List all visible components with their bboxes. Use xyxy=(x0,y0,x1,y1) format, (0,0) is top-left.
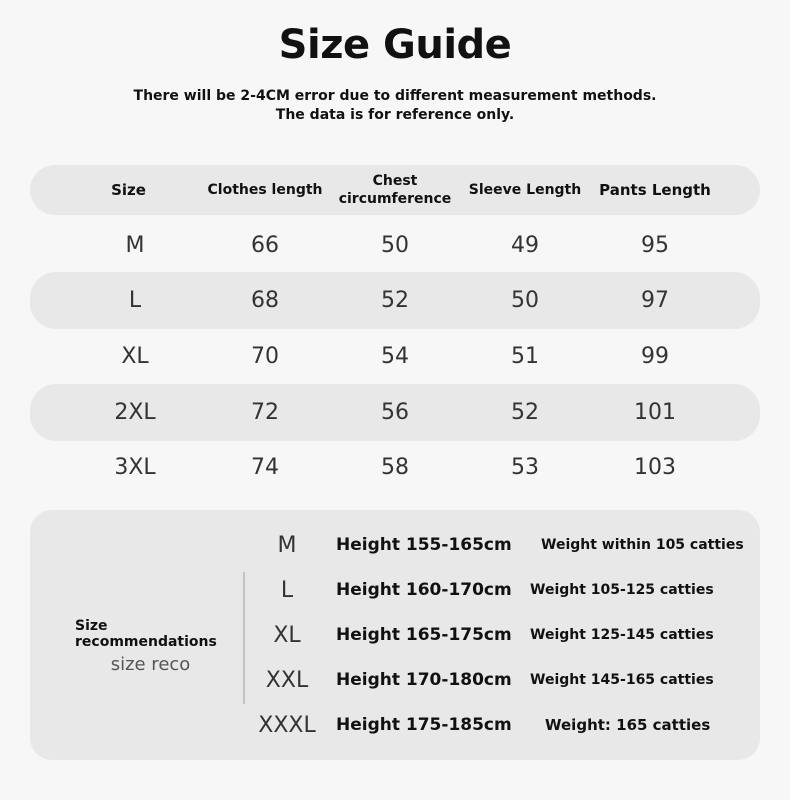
cell-clothes-length: 70 xyxy=(251,344,279,369)
reco-weight: Weight 125-145 catties xyxy=(530,627,714,643)
cell-sleeve: 49 xyxy=(511,233,539,258)
cell-size: M xyxy=(125,233,145,258)
measurement-note: There will be 2-4CM error due to different measurement methods. The data is for reference only. xyxy=(133,88,657,123)
table-row xyxy=(30,273,760,328)
reco-weight: Weight: 165 catties xyxy=(545,716,711,734)
recommendation-row xyxy=(250,660,750,700)
cell-sleeve: 50 xyxy=(511,288,539,313)
cell-sleeve: 52 xyxy=(511,400,539,425)
reco-size: XL xyxy=(273,622,301,648)
header-pants-length: Pants Length xyxy=(599,181,711,199)
header-chest-circumference: Chest circumference xyxy=(338,173,452,207)
recommendations-subtitle: size reco xyxy=(110,654,191,675)
table-header xyxy=(30,165,760,215)
reco-height: Height 165-175cm xyxy=(336,625,512,645)
cell-clothes-length: 66 xyxy=(251,233,279,258)
reco-size: M xyxy=(277,532,297,558)
reco-height: Height 160-170cm xyxy=(336,580,512,600)
page-title: Size Guide xyxy=(278,22,512,68)
cell-chest: 56 xyxy=(381,400,409,425)
cell-clothes-length: 72 xyxy=(251,400,279,425)
recommendation-row xyxy=(250,705,750,745)
cell-sleeve: 53 xyxy=(511,455,539,480)
cell-clothes-length: 68 xyxy=(251,288,279,313)
reco-size: XXL xyxy=(265,667,309,693)
cell-size: XL xyxy=(121,344,149,369)
reco-height: Height 155-165cm xyxy=(336,535,512,555)
cell-pants: 99 xyxy=(641,344,669,369)
table-row xyxy=(30,440,760,495)
cell-pants: 95 xyxy=(641,233,669,258)
reco-height: Height 175-185cm xyxy=(336,715,512,735)
cell-pants: 103 xyxy=(634,455,676,480)
cell-chest: 50 xyxy=(381,233,409,258)
recommendation-row xyxy=(250,525,750,565)
cell-chest: 54 xyxy=(381,344,409,369)
reco-size: L xyxy=(280,577,294,603)
recommendations-divider xyxy=(243,572,245,704)
table-row xyxy=(30,385,760,440)
reco-height: Height 170-180cm xyxy=(336,670,512,690)
recommendation-row xyxy=(250,570,750,610)
cell-sleeve: 51 xyxy=(511,344,539,369)
cell-pants: 97 xyxy=(641,288,669,313)
recommendations-title: Size recommendations xyxy=(75,618,217,650)
reco-size: XXXL xyxy=(258,712,316,738)
cell-size: L xyxy=(128,288,142,313)
reco-weight: Weight 145-165 catties xyxy=(530,672,714,688)
header-size: Size xyxy=(111,181,146,199)
cell-clothes-length: 74 xyxy=(251,455,279,480)
table-row xyxy=(30,218,760,273)
cell-size: 3XL xyxy=(114,455,156,480)
reco-weight: Weight within 105 catties xyxy=(541,537,744,553)
header-clothes-length: Clothes length xyxy=(207,182,323,198)
cell-chest: 58 xyxy=(381,455,409,480)
header-sleeve-length: Sleeve Length xyxy=(468,182,582,198)
table-row xyxy=(30,329,760,384)
cell-pants: 101 xyxy=(634,400,676,425)
recommendation-row xyxy=(250,615,750,655)
cell-chest: 52 xyxy=(381,288,409,313)
reco-weight: Weight 105-125 catties xyxy=(530,582,714,598)
cell-size: 2XL xyxy=(114,400,156,425)
